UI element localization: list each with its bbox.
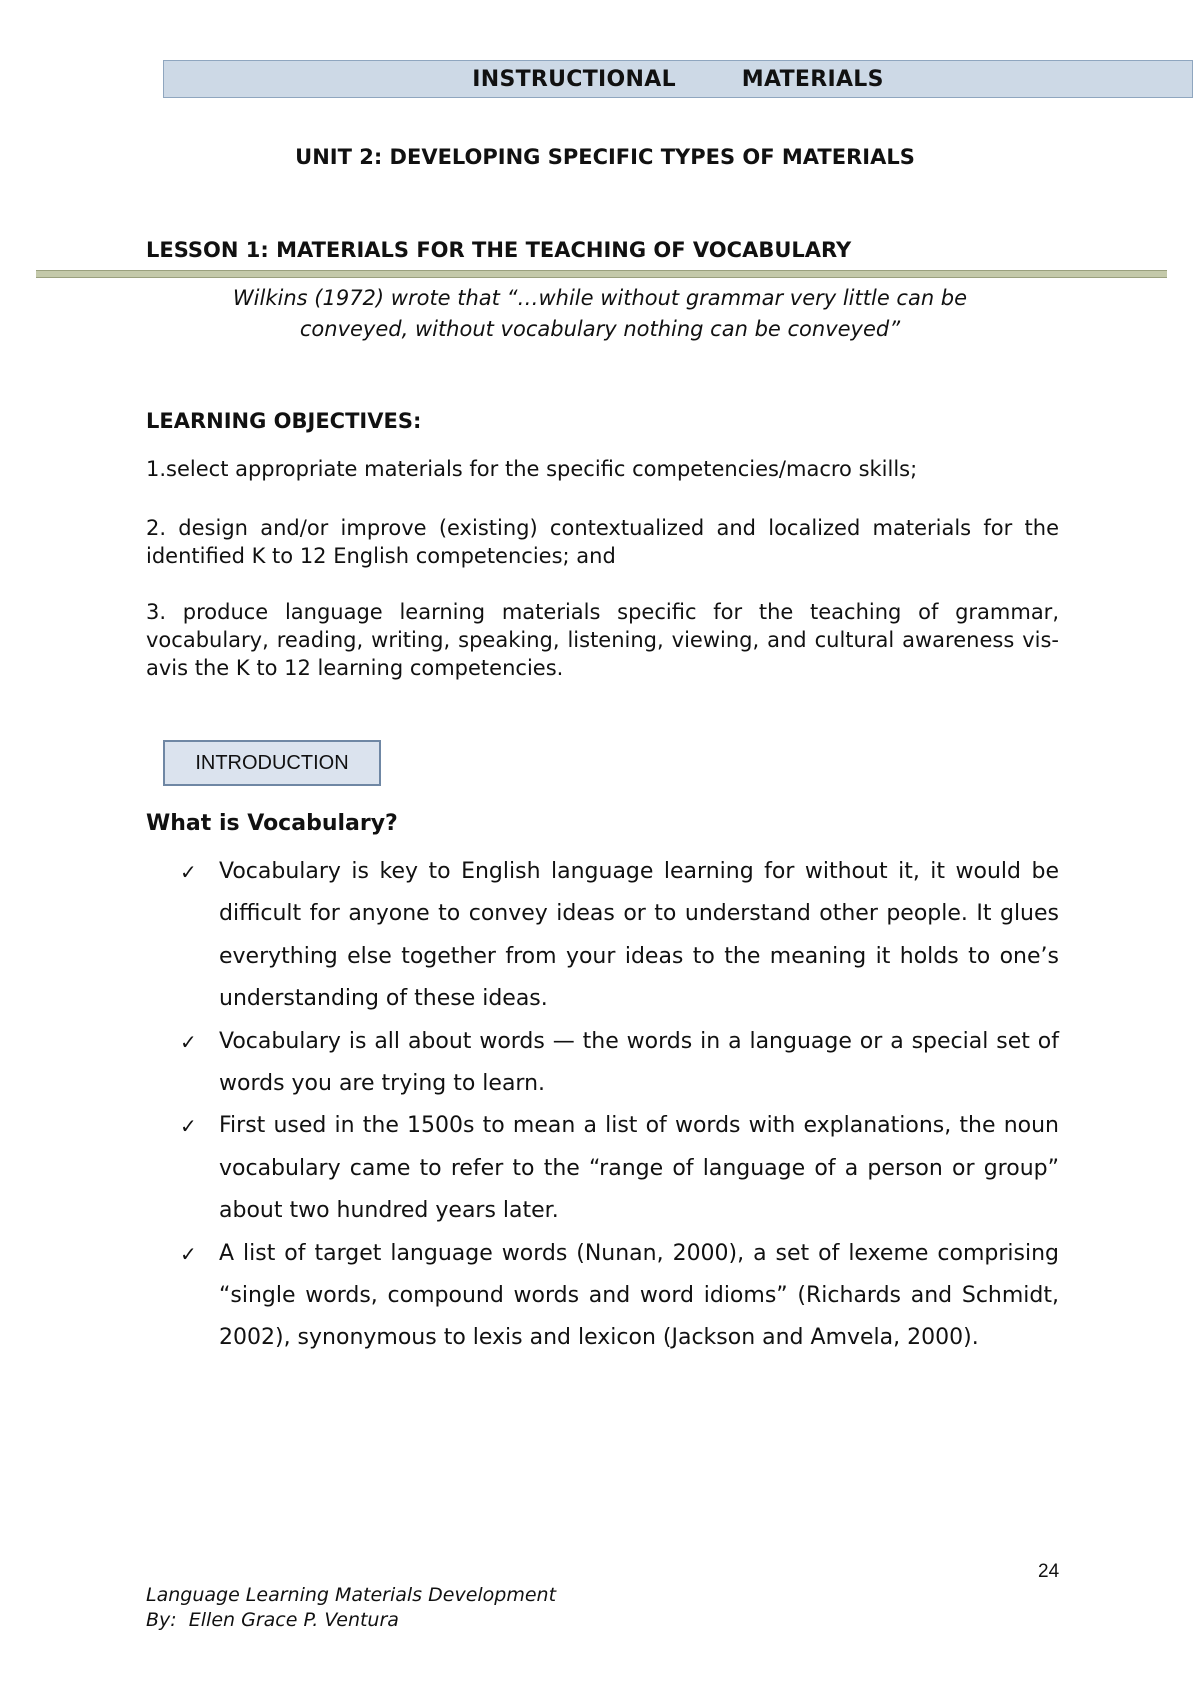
section-divider [36, 270, 1167, 278]
checkmark-icon: ✓ [180, 860, 197, 884]
checkmark-icon: ✓ [180, 1114, 197, 1139]
objective-item-3: 3. produce language learning materials specific for the teaching of grammar, vocabulary, reading, writing, speaking, listening, viewing, and cultural awareness vis-avis the K to 12 learning competencies. [146, 600, 1059, 680]
list-item [180, 1233, 1059, 1360]
epigraph-quote [150, 283, 1050, 345]
objective-item-1: 1.select appropriate materials for the specific competencies/macro skills; [146, 457, 918, 481]
vocabulary-bullet-list [180, 851, 1059, 1360]
objective-item-2: 2. design and/or improve (existing) contextualized and localized materials for the identified K to 12 English competencies; and [146, 516, 1059, 568]
introduction-label: INTRODUCTION [195, 751, 349, 774]
checkmark-icon: ✓ [180, 1029, 197, 1054]
header-banner [163, 60, 1193, 98]
checkmark-icon: ✓ [180, 1241, 197, 1266]
page-number: 24 [1038, 1561, 1060, 1582]
unit-title: UNIT 2: DEVELOPING SPECIFIC TYPES OF MATERIALS [295, 145, 915, 169]
quote-line-1: Wilkins (1972) wrote that “…while without grammar very little can be [232, 286, 968, 310]
bullet-text: First used in the 1500s to mean a list of words with explanations, the noun vocabulary came to refer to the “range of language of a person or group” about two hundred years later. [219, 1113, 1059, 1224]
bullet-text: A list of target language words (Nunan, 2000), a set of lexeme comprising “single words, compound words and word idioms” (Richards and Schmidt, 2002), synonymous to lexis and lexicon (Jackson and Amvela, 2000). [219, 1240, 1059, 1351]
bullet-text: Vocabulary is key to English language learning for without it, it would be difficult for anyone to convey ideas or to understand other people. It glues everything else together from your ideas to the meaning it holds to one’s understanding of these ideas. [219, 859, 1059, 1012]
footer-author: By: Ellen Grace P. Ventura [146, 1609, 399, 1631]
objectives-heading: LEARNING OBJECTIVES: [146, 409, 422, 433]
vocabulary-question-heading: What is Vocabulary? [146, 811, 398, 836]
list-item [180, 1105, 1059, 1232]
introduction-label-box [163, 740, 381, 786]
list-item [180, 851, 1059, 1021]
header-banner-text: INSTRUCTIONAL MATERIALS [472, 66, 884, 92]
footer-course-title: Language Learning Materials Development [146, 1584, 557, 1606]
lesson-title: LESSON 1: MATERIALS FOR THE TEACHING OF VOCABULARY [146, 238, 852, 262]
list-item [180, 1021, 1059, 1106]
quote-line-2: conveyed, without vocabulary nothing can be conveyed” [299, 317, 901, 341]
bullet-text: Vocabulary is all about words — the words in a language or a special set of words you are trying to learn. [219, 1028, 1059, 1097]
